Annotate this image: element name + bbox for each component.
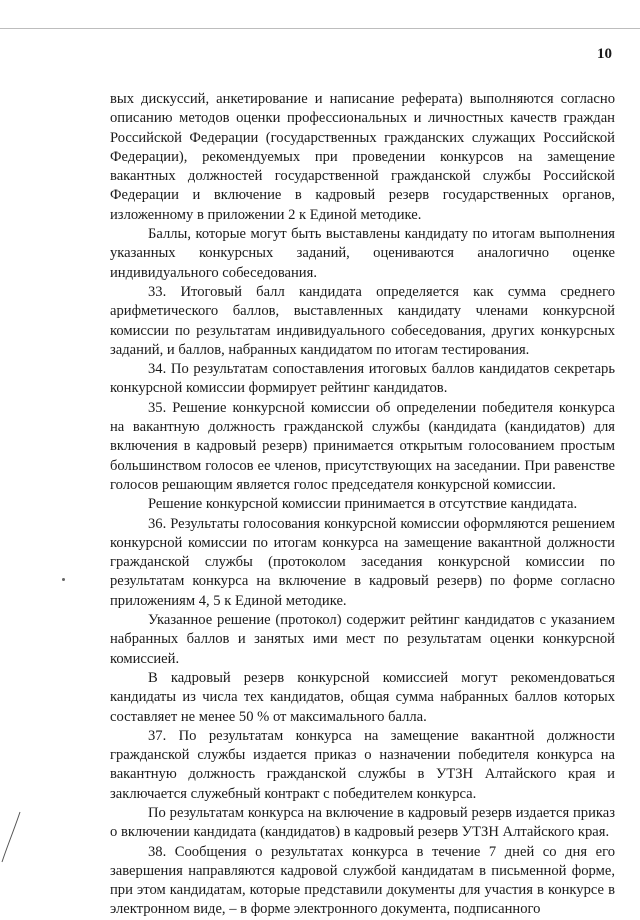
paragraph: 35. Решение конкурсной комиссии об определении победителя конкурса на вакантную должность гражданской службы (кандидата (кандидатов) для включения в кадровый резерв) принимается открытым голосованием простым большинством голосов ее членов, присутствующих на заседании. При равенстве голосов решающим является голос председателя конкурсной комиссии. [110,399,615,493]
paragraph: 36. Результаты голосования конкурсной комиссии оформляются решением конкурсной комиссии по итогам конкурса на замещение вакантной должности гражданской службы (протоколом заседания конкурсной комиссии по результатам конкурса на включение в кадровый резерв) по форме согласно приложениям 4, 5 к Единой методике. [110,515,615,609]
page-number: 10 [597,46,612,62]
paragraph: вых дискуссий, анкетирование и написание реферата) выполняются согласно описанию методов оценки профессиональных и личностных качеств граждан Российской Федерации (государственных гражданских служащих Российской Федерации), рекомендуемых при проведении конкурсов на замещение вакантных должностей государственной гражданской службы Российской Федерации и включение в кадровый резерв государственных органов, изложенному в приложении 2 к Единой методике. [110,91,615,223]
paragraph: По результатам конкурса на включение в кадровый резерв издается приказ о включении кандидата (кандидатов) в кадровый резерв УТЗН Алтайского края. [110,804,615,841]
margin-mark [62,578,65,581]
paragraph: 34. По результатам сопоставления итоговых баллов кандидатов секретарь конкурсной комиссии формирует рейтинг кандидатов. [110,361,615,397]
paragraph: В кадровый резерв конкурсной комиссией могут рекомендоваться кандидаты из числа тех кандидатов, общая сумма набранных баллов которых составляет не менее 50 % от максимального балла. [110,669,615,725]
document-body [110,90,615,920]
paragraph: Баллы, которые могут быть выставлены кандидату по итогам выполнения указанных конкурсных заданий, оцениваются аналогично оценке индивидуального собеседования. [110,226,615,281]
paragraph: Решение конкурсной комиссии принимается в отсутствие кандидата. [148,496,578,513]
paragraph: 38. Сообщения о результатах конкурса в течение 7 дней со дня его завершения направляются кадровой службой кандидатам в письменной форме, при этом кандидатам, которые представили документы для участия в конкурсе в электронном виде, – в форме электронного документа, подписанного [110,843,615,918]
paragraph: Указанное решение (протокол) содержит рейтинг кандидатов с указанием набранных баллов и занятых ими мест по результатам оценки конкурсной комиссией. [110,612,615,667]
top-rule [0,28,640,29]
paragraph: 37. По результатам конкурса на замещение вакантной должности гражданской службы издается приказ о назначении победителя конкурса на вакантную должность гражданской службы в УТЗН Алтайского края и заключается служебный контракт с победителем конкурса. [110,727,615,802]
paragraph: 33. Итоговый балл кандидата определяется как сумма среднего арифметического баллов, выставленных кандидату членами конкурсной комиссии по результатам индивидуального собеседования, других конкурсных заданий, и баллов, набранных кандидатом по итогам тестирования. [110,283,615,358]
margin-pen-stroke [0,810,24,870]
